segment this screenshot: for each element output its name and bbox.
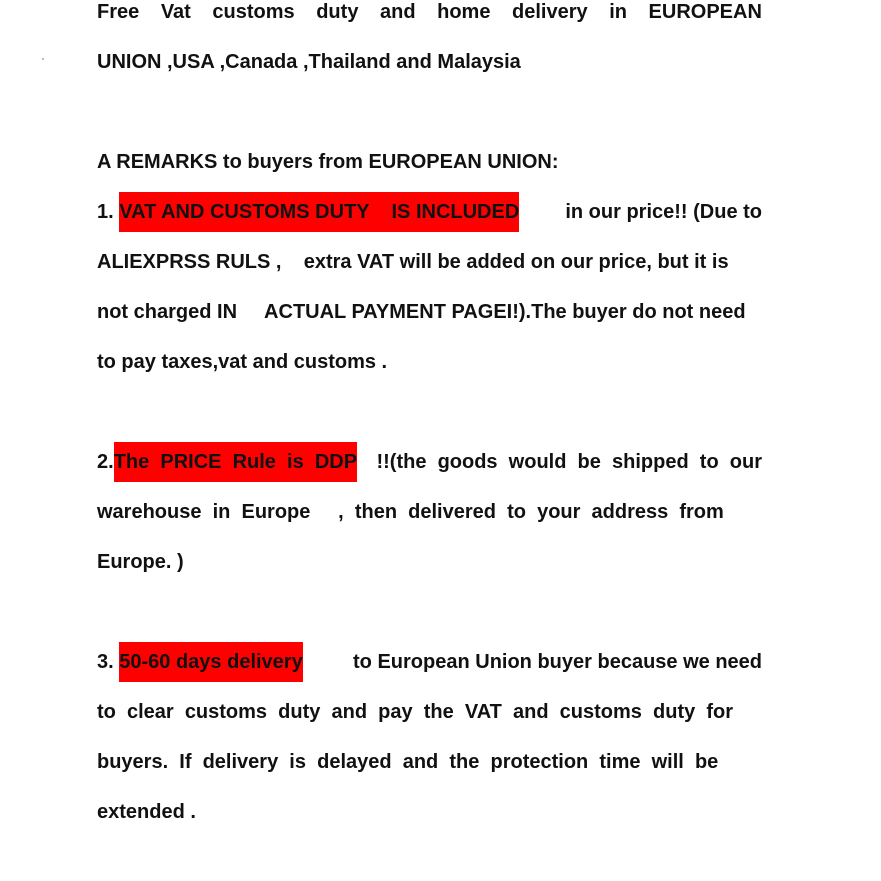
header-word: home	[437, 1, 491, 23]
item-1-highlight: VAT AND CUSTOMS DUTY IS INCLUDED	[119, 192, 519, 232]
header-word: duty	[316, 1, 359, 23]
item-3-number: 3.	[97, 651, 120, 673]
item-1-line-3: not charged IN ACTUAL PAYMENT PAGEI!).The buyer do not need	[97, 301, 746, 323]
item-1-number: 1.	[97, 201, 120, 223]
header-word: and	[380, 1, 416, 23]
item-1-lead	[97, 192, 519, 232]
remarks-heading: A REMARKS to buyers from EUROPEAN UNION:	[97, 151, 559, 173]
stray-mark	[42, 58, 44, 60]
item-2-highlight: The PRICE Rule is DDP	[114, 442, 357, 482]
item-1-line-2: ALIEXPRSS RULS , extra VAT will be added on our price, but it is	[97, 251, 729, 273]
item-1-line-1	[97, 192, 762, 232]
item-1-line-4: to pay taxes,vat and customs .	[97, 351, 388, 373]
item-3-lead	[97, 642, 303, 682]
header-word: Free	[97, 1, 140, 23]
header-word: Vat	[160, 1, 191, 23]
item-3-highlight: 50-60 days delivery	[119, 642, 302, 682]
item-3-line-1-rest: to European Union buyer because we need	[347, 651, 762, 673]
item-3-line-1	[97, 642, 762, 682]
item-2-line-1-rest: !!(the goods would be shipped to our	[376, 451, 762, 473]
header-line-2: UNION ,USA ,Canada ,Thailand and Malaysia	[97, 51, 521, 73]
header-line-1	[97, 0, 762, 32]
item-2-line-1	[97, 442, 762, 482]
item-3-line-4: extended .	[97, 801, 196, 823]
item-3-line-2: to clear customs duty and pay the VAT and customs duty for	[97, 701, 734, 723]
item-1-line-1-rest: in our price!! (Due to	[559, 201, 762, 223]
header-word: in	[609, 1, 627, 23]
item-2-line-2: warehouse in Europe , then delivered to your address from	[97, 501, 724, 523]
item-2-lead	[97, 442, 357, 482]
item-2-number: 2.	[97, 451, 114, 473]
header-word: customs	[212, 1, 295, 23]
item-2-line-3: Europe. )	[97, 551, 184, 573]
header-word: delivery	[512, 1, 588, 23]
header-word: EUROPEAN	[648, 1, 762, 23]
item-3-line-3: buyers. If delivery is delayed and the protection time will be	[97, 751, 719, 773]
